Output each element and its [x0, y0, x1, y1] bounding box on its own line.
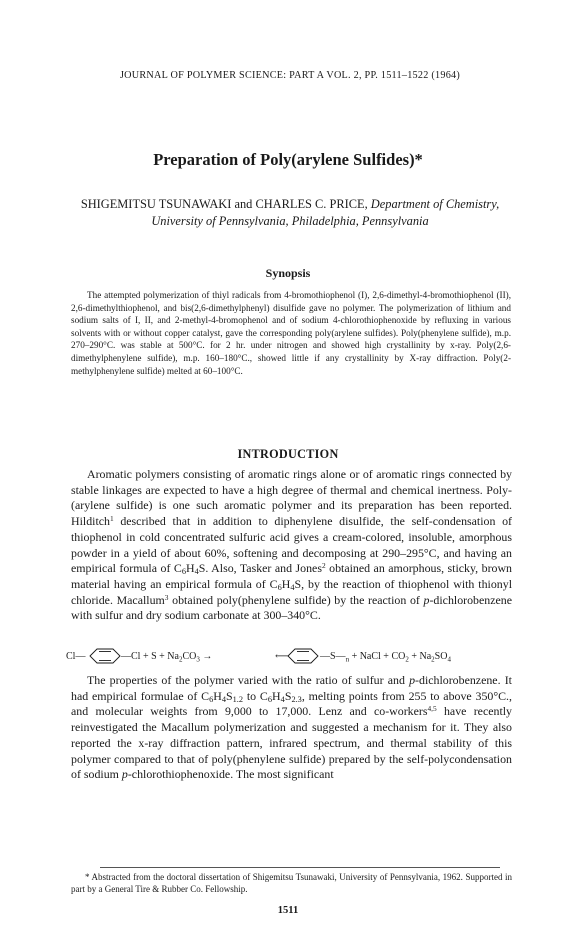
products-text: $—S—_n$ + NaCl + $CO_2 + Na_2SO_4$	[320, 651, 451, 664]
text-run: S	[226, 688, 233, 703]
benzene-ring-icon	[288, 649, 318, 663]
article-title: Preparation of Poly(arylene Sulfides)*	[153, 150, 423, 169]
subscript: 6	[277, 583, 282, 592]
reference-marker: 1	[109, 514, 114, 524]
footnote-divider	[100, 867, 500, 868]
subscript: 4	[194, 567, 199, 577]
author-affiliation: Department of Chemistry, University of Pennsylvania, Philadelphia, Pennsylvania	[151, 197, 500, 228]
text-run: S, by the reaction of thiophenol with thionyl chloride. Macallum	[71, 576, 513, 607]
text-run: H	[186, 561, 195, 576]
subscript: 4	[290, 583, 295, 592]
text-run: have recently reinvestigated the Macallum polymerization and suggested a mechanism for it. They also reported the x-ray diffraction pattern, infrared spectrum, and thermal stability of this polymer compared to that of poly(phenylene sulfide) prepared by the self-polycondensation of sodium	[71, 704, 512, 782]
text-run: , melting points from 255 to above 350°C., and molecular weights from 9,000 to 17,000. Lenz and co-workers	[71, 688, 512, 719]
text-run: -dichlorobenzene. It had empirical formulae of C	[71, 673, 512, 703]
text-run: H	[272, 688, 281, 703]
subscript: 6	[181, 567, 186, 577]
reactant-chlorine: Cl—	[66, 651, 86, 662]
text-run: Aromatic polymers consisting of aromatic rings alone or of aromatic rings connected by stable linkages are expected to have a high degree of thermal and chemical inertness. Poly-(arylene sulfide) is one such aromatic polymer and its preparation has been reported. Hilditch	[71, 467, 512, 529]
benzene-ring-icon	[90, 649, 120, 663]
reference-marker: 4,5	[427, 704, 437, 714]
text-run: -dichlorobenzene with sulfur and dry sodium carbonate at 300–340°C.	[71, 592, 512, 623]
text-run: S. Also, Tasker and Jones	[198, 561, 322, 576]
text-run: The properties of the polymer varied with the ratio of sulfur and	[87, 673, 410, 687]
subscript: 6	[209, 694, 214, 704]
reference-marker: 3	[164, 592, 169, 602]
introduction-paragraph-1	[71, 467, 512, 624]
footnote: * Abstracted from the doctoral dissertation of Shigemitsu Tsunawaki, University of Pennsylvania, 1962. Supported in part by a General Tire & Rubber Co. Fellowship.	[71, 872, 512, 894]
subscript: 2.3	[291, 694, 302, 704]
reactants-text: —Cl + $S + Na_2CO_3$ →	[121, 651, 213, 664]
reaction-equation	[66, 644, 516, 668]
synopsis-heading: Synopsis	[265, 266, 311, 280]
author-block	[70, 196, 510, 230]
subscript: 6	[267, 694, 273, 704]
text-run: obtained an amorphous, sticky, brown material having an empirical formula of C	[71, 561, 513, 591]
text-run: -chlorothiophenoxide. The most significant	[127, 767, 334, 782]
subscript: 4	[221, 694, 227, 704]
text-run: H	[281, 576, 291, 591]
subscript: 1.2	[232, 694, 244, 704]
introduction-heading: INTRODUCTION	[237, 447, 339, 461]
reference-marker: 2	[321, 561, 326, 571]
introduction-paragraph-2	[71, 673, 512, 783]
page-number: 1511	[277, 905, 299, 916]
subscript: 4	[280, 694, 285, 704]
text-run: described that in addition to diphenylene disulfide, the self-condensation of thiophenol in cold concentrated sulfuric acid gives a cream-colored, insoluble, amorphous powder in a yield of about 60%, softening and decomposing at 290–295°C, and having an empirical formula of C	[71, 514, 512, 576]
author-names: SHIGEMITSU TSUNAWAKI and CHARLES C. PRICE,	[80, 197, 368, 211]
italic-text: p	[121, 767, 128, 782]
polymer-bracket: ⟵	[275, 651, 290, 662]
running-head: JOURNAL OF POLYMER SCIENCE: PART A VOL. 2, PP. 1511–1522 (1964)	[119, 70, 461, 81]
synopsis-text: The attempted polymerization of thiyl radicals from 4-bromothiophenol (I), 2,6-dimethyl-4-bromothiophenol (II), 2,6-dimethylthiophenol, and bis(2,6-dimethylphenyl) disulfide gave no polymer. The polymerization of lithium and sodium salts of I, II, and 2-methyl-4-bromophenol and of sodium 4-chlorothiophenoxide by refluxing in various solvents with or without copper catalyst, gave the corresponding poly(arylene sulfides). Poly(phenylene sulfide), m.p. 270–290°C. was stable at 500°C. for 2 hr. under nitrogen and showed high crystallinity by x-ray. Poly(2,6-dimethylphenylene sulfide), m.p. 160–180°C., showed little if any crystallinity by X-ray diffraction. Poly(2-methylphenylene sulfide) melted at 60–100°C.	[71, 290, 511, 376]
text-run: S	[284, 688, 292, 703]
text-run: to C	[243, 688, 268, 703]
italic-text: p	[409, 673, 416, 687]
reaction-scheme	[66, 644, 516, 668]
text-run: obtained poly(phenylene sulfide) by the reaction of	[168, 592, 424, 607]
text-run: H	[213, 688, 222, 703]
italic-text: p	[423, 592, 430, 607]
